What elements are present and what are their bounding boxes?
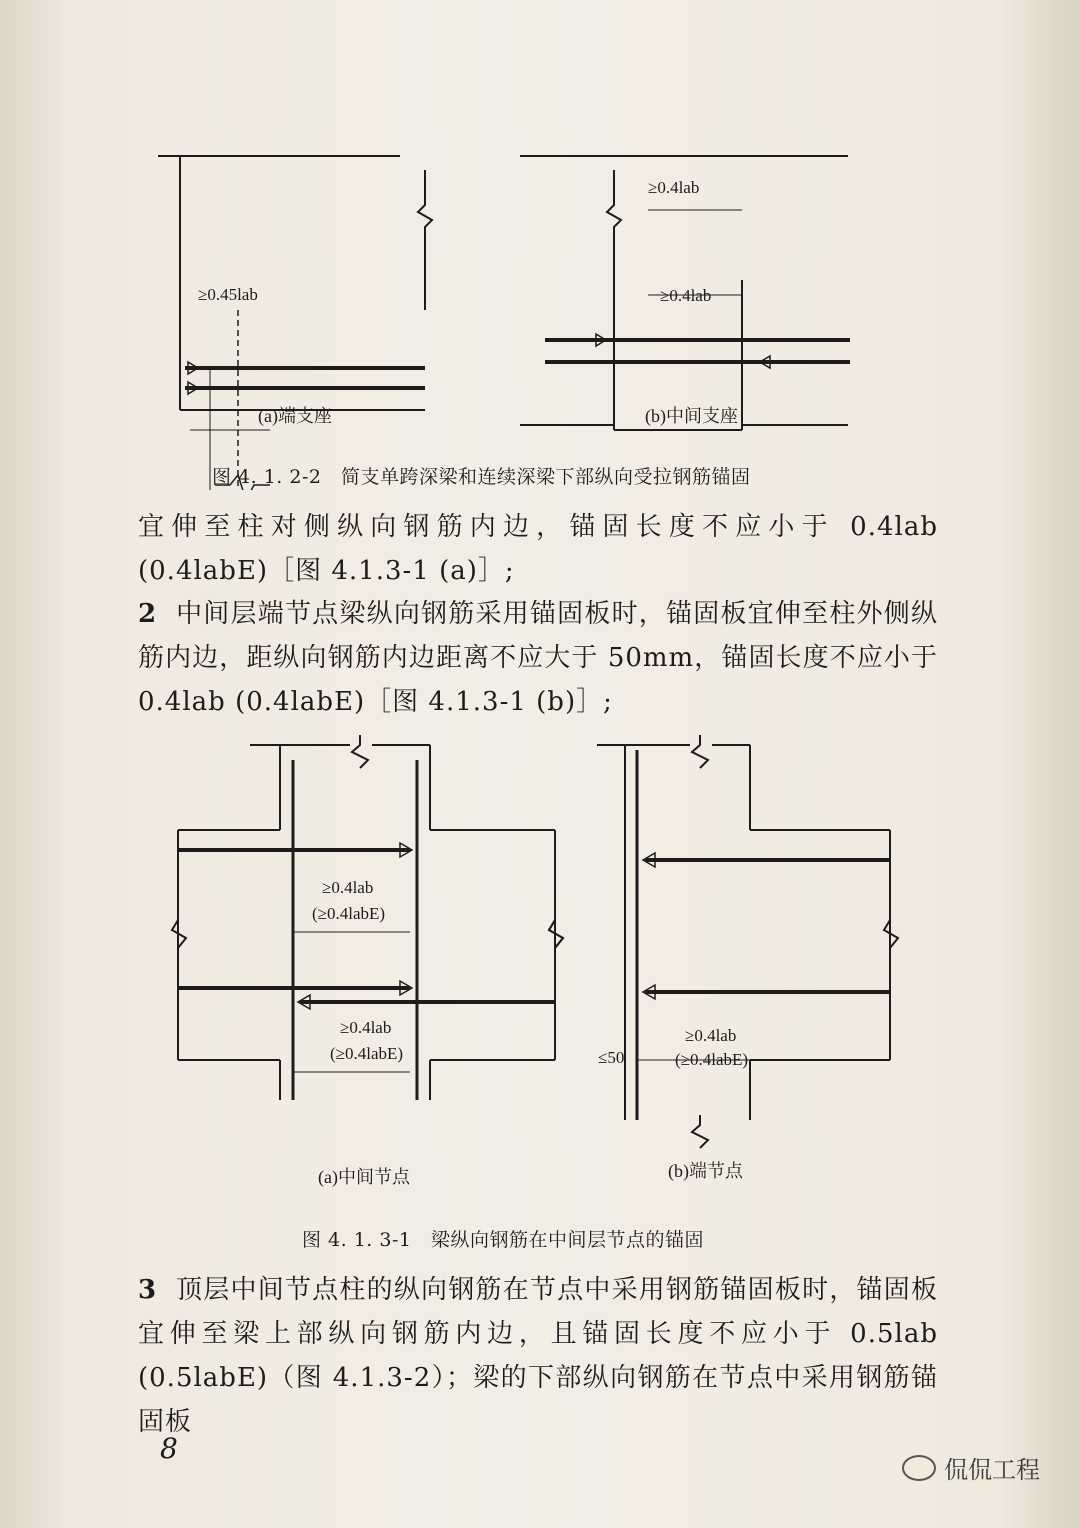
- paragraph-3-text: 顶层中间节点柱的纵向钢筋在节点中采用钢筋锚固板时，锚固板宜伸至梁上部纵向钢筋内边，且锚固长度不应小于 0.5lab (0.5labE)（图 4.1.3-2）；梁的下部纵向钢筋在节点中采用钢筋锚固板: [138, 1275, 938, 1437]
- dim-label-b-gap: ≤50: [598, 1048, 625, 1067]
- page-number: 8: [160, 1432, 178, 1465]
- dim-label-a-upper-1: ≥0.4lab: [322, 878, 374, 897]
- dim-label-a-lower-2: (≥0.4labE): [330, 1044, 404, 1063]
- dim-label-b-upper: ≥0.4lab: [648, 178, 700, 197]
- figure-4-1-3-1-caption: 图 4. 1. 3-1 梁纵向钢筋在中间层节点的锚固: [302, 1229, 704, 1251]
- watermark: [902, 1450, 1040, 1485]
- sub-figure-a-label: (a)中间节点: [318, 1167, 410, 1187]
- figure-4-1-2-2-caption: 图 4. 1. 2-2 简支单跨深梁和连续深梁下部纵向受拉钢筋锚固: [212, 466, 751, 488]
- dim-label-a: ≥0.45lab: [198, 285, 258, 304]
- paragraph-1: 宜伸至柱对侧纵向钢筋内边，锚固长度不应小于 0.4lab (0.4labE)［图 4.1.3-1 (a)］;: [138, 512, 938, 586]
- paragraph-3-number: 3: [138, 1275, 158, 1305]
- sub-figure-a-label: (a)端支座: [258, 406, 332, 426]
- wechat-icon: [902, 1455, 936, 1481]
- dim-label-a-upper-2: (≥0.4labE): [312, 904, 386, 923]
- figure-4-1-3-1: [0, 720, 1080, 1187]
- dim-label-b-lower: ≥0.4lab: [660, 286, 712, 305]
- dim-label-b-2: (≥0.4labE): [675, 1050, 749, 1069]
- figure-4-1-2-2: [0, 130, 1080, 490]
- paragraph-3: [138, 1268, 938, 1444]
- figure-4-1-2-2-drawing: [0, 130, 1080, 490]
- dim-label-a-lower-1: ≥0.4lab: [340, 1018, 392, 1037]
- paragraph-2: [138, 592, 938, 724]
- dim-label-b-1: ≥0.4lab: [685, 1026, 737, 1045]
- sub-figure-b-label: (b)端节点: [668, 1161, 743, 1181]
- paragraph-2-text: 中间层端节点梁纵向钢筋采用锚固板时，锚固板宜伸至柱外侧纵筋内边，距纵向钢筋内边距离不应大于 50mm，锚固长度不应小于 0.4lab (0.4labE)［图 4.1.3-1 (b)］;: [138, 599, 938, 717]
- paragraph-2-number: 2: [138, 599, 158, 629]
- sub-figure-b-label: (b)中间支座: [645, 406, 738, 426]
- watermark-text: 侃侃工程: [944, 1456, 1040, 1484]
- figure-4-1-3-1-drawing: [0, 720, 1080, 1160]
